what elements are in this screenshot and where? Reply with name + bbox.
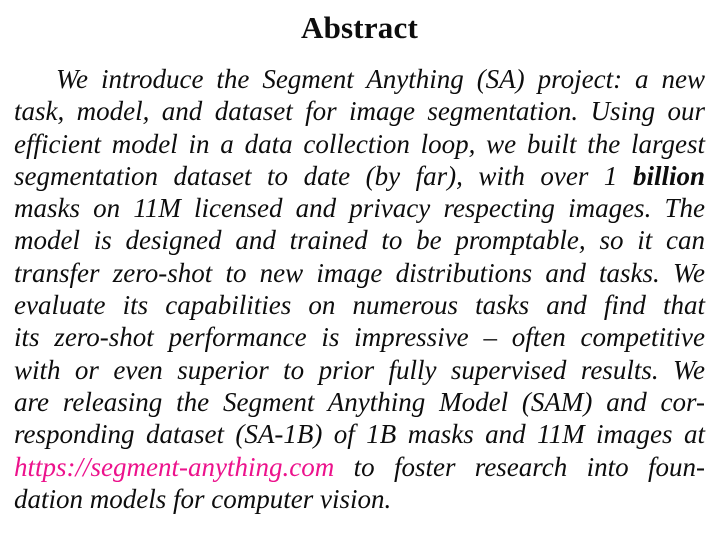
abstract-line xyxy=(14,128,705,160)
text-segment: We introduce the Segment Anything (SA) project: a new xyxy=(56,64,705,94)
text-segment: its zero-shot performance is impressive – often competitive xyxy=(14,322,705,353)
bold-text-segment: billion xyxy=(632,160,706,191)
abstract-line xyxy=(14,386,705,418)
abstract-line xyxy=(14,289,705,321)
text-segment xyxy=(617,161,633,191)
text-segment: to foster research into foun- xyxy=(353,451,706,482)
abstract-line xyxy=(14,354,705,386)
abstract-line xyxy=(14,418,705,450)
text-segment: are releasing the Segment Anything Model (SAM) and cor- xyxy=(14,386,705,417)
abstract-line xyxy=(14,321,705,353)
abstract-line xyxy=(14,483,705,515)
segment-anything-link[interactable]: https://segment-anything.com xyxy=(14,451,335,482)
abstract-title: Abstract xyxy=(301,10,418,45)
text-segment: with or even superior to prior fully supervised results. We xyxy=(14,354,705,385)
abstract-line xyxy=(14,192,705,224)
abstract-line xyxy=(14,224,705,256)
abstract-line xyxy=(14,63,705,95)
text-segment: masks on 11M licensed and privacy respecting images. The xyxy=(14,193,705,224)
text-segment: segmentation dataset to date (by far), with over 1 xyxy=(14,160,618,191)
abstract-line xyxy=(14,257,705,289)
abstract-line xyxy=(14,160,705,192)
abstract-line xyxy=(14,95,705,127)
text-segment: transfer zero-shot to new image distributions and tasks. We xyxy=(14,257,705,288)
text-segment xyxy=(334,452,353,482)
text-segment: model is designed and trained to be promptable, so it can xyxy=(14,225,705,256)
abstract-paragraph xyxy=(14,63,705,515)
text-segment: efficient model in a data collection loop, we built the largest xyxy=(14,128,705,159)
text-segment: responding dataset (SA-1B) of 1B masks and 11M images at xyxy=(14,419,705,450)
text-segment: task, model, and dataset for image segmentation. Using our xyxy=(14,96,705,127)
text-segment: evaluate its capabilities on numerous tasks and find that xyxy=(14,290,705,321)
abstract-line xyxy=(14,451,705,483)
text-segment: dation models for computer vision. xyxy=(14,483,392,514)
